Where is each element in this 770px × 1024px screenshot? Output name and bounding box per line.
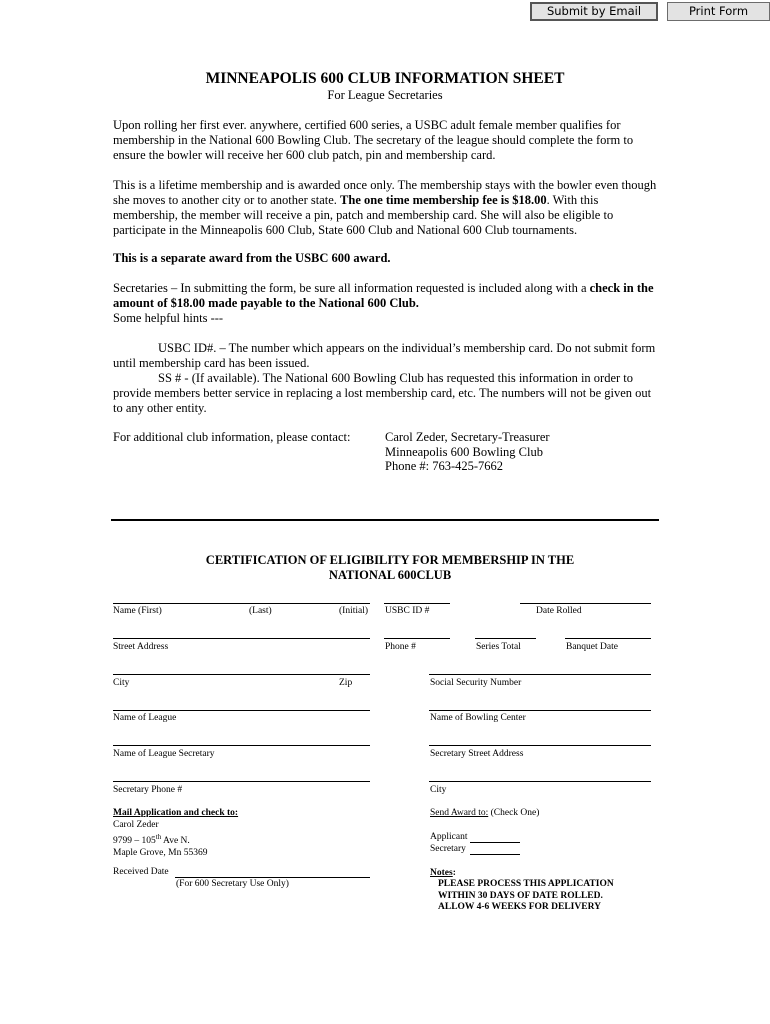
bowling-center-label: Name of Bowling Center bbox=[430, 713, 526, 723]
membership-paragraph: This is a lifetime membership and is awarded once only. The membership stays with the bowler even though she moves to another city or to another state. The one time membership fee is $18.00. With this membership, the member will receive a pin, patch and membership card. She will also be eligible to participate in the Minneapolis 600 Club, State 600 Club and National 600 Club tournaments. bbox=[113, 178, 657, 237]
received-date-label: Received Date bbox=[113, 867, 169, 877]
section-divider bbox=[111, 519, 659, 521]
applicant-checkbox-field[interactable] bbox=[470, 842, 520, 843]
zip-label: Zip bbox=[339, 678, 353, 688]
secretary-phone-field[interactable] bbox=[113, 781, 370, 782]
date-rolled-field[interactable] bbox=[520, 603, 651, 604]
name-initial-label: (Initial) bbox=[339, 606, 369, 616]
mail-street: 9799 – 105th Ave N. bbox=[113, 833, 190, 847]
send-award-block bbox=[430, 807, 539, 819]
banquet-date-label: Banquet Date bbox=[566, 642, 618, 652]
usbc-id-field[interactable] bbox=[384, 603, 450, 604]
secretary-label: Secretary bbox=[430, 844, 466, 854]
league-name-field[interactable] bbox=[113, 710, 370, 711]
date-rolled-label: Date Rolled bbox=[536, 606, 582, 616]
series-total-label: Series Total bbox=[476, 642, 521, 652]
send-award-label: Send Award to: bbox=[430, 808, 489, 818]
submit-by-email-button[interactable]: Submit by Email bbox=[530, 2, 658, 21]
street-address-label: Street Address bbox=[113, 642, 169, 652]
secretary-phone-label: Secretary Phone # bbox=[113, 785, 183, 795]
check-one-label: (Check One) bbox=[488, 808, 540, 818]
secretary-street-field[interactable] bbox=[429, 745, 651, 746]
contact-phone: Phone #: 763-425-7662 bbox=[385, 459, 504, 473]
intro-paragraph: Upon rolling her first ever. anywhere, certified 600 series, a USBC adult female member qualifies for membership in the National 600 Bowling Club. The secretary of the league should complete the form to ensure the bowler will receive her 600 club patch, pin and membership card. bbox=[113, 118, 634, 162]
ssn-label: Social Security Number bbox=[430, 678, 522, 688]
notes-line-2: WITHIN 30 DAYS OF DATE ROLLED. bbox=[438, 890, 603, 901]
city-label: City bbox=[113, 678, 130, 688]
name-first-label: Name (First) bbox=[113, 606, 162, 616]
ssn-field[interactable] bbox=[429, 674, 651, 675]
name-last-label: (Last) bbox=[249, 606, 272, 616]
separate-award-note: This is a separate award from the USBC 600 award. bbox=[113, 251, 391, 265]
secretary-street-label: Secretary Street Address bbox=[430, 749, 524, 759]
notes-line-1: PLEASE PROCESS THIS APPLICATION bbox=[438, 879, 614, 889]
series-total-field[interactable] bbox=[475, 638, 536, 639]
mail-name: Carol Zeder bbox=[113, 820, 159, 830]
banquet-date-field[interactable] bbox=[565, 638, 651, 639]
secretary-city-label: City bbox=[430, 785, 447, 795]
page-title: MINNEAPOLIS 600 CLUB INFORMATION SHEET bbox=[205, 70, 565, 87]
contact-org: Minneapolis 600 Bowling Club bbox=[385, 444, 543, 459]
received-date-field[interactable] bbox=[175, 877, 370, 878]
league-secretary-field[interactable] bbox=[113, 745, 370, 746]
mail-heading: Mail Application and check to: bbox=[113, 808, 239, 818]
ss-hint: SS # - (If available). The National 600 Bowling Club has requested this information in order to provide members better service in replacing a lost membership card, etc. The numbers will not be given out to any other entity. bbox=[113, 371, 652, 415]
street-address-field[interactable] bbox=[113, 638, 370, 639]
secretaries-paragraph: Secretaries – In submitting the form, be sure all information requested is included along with a check in the amount of $18.00 made payable to the National 600 Club. Some helpful hints --- bbox=[113, 281, 654, 325]
secretary-checkbox-field[interactable] bbox=[470, 854, 520, 855]
applicant-label: Applicant bbox=[430, 832, 468, 842]
notes-label: Notes bbox=[430, 868, 453, 878]
office-use-note: (For 600 Secretary Use Only) bbox=[176, 879, 289, 889]
usbc-id-label: USBC ID # bbox=[385, 606, 430, 616]
phone-label: Phone # bbox=[385, 642, 416, 652]
certification-title: CERTIFICATION OF ELIGIBILITY FOR MEMBERSHIP IN THE NATIONAL 600CLUB bbox=[205, 553, 575, 582]
contact-block bbox=[385, 430, 550, 474]
print-form-button[interactable]: Print Form bbox=[667, 2, 770, 21]
league-name-label: Name of League bbox=[113, 713, 177, 723]
usbc-id-hint: USBC ID#. – The number which appears on the individual’s membership card. Do not submit form until membership card has been issued. bbox=[113, 341, 656, 370]
notes-block: Notes: PLEASE PROCESS THIS APPLICATION WITHIN 30 DAYS OF DATE ROLLED. ALLOW 4-6 WEEKS FOR DELIVERY bbox=[430, 868, 614, 912]
bowling-center-field[interactable] bbox=[429, 710, 651, 711]
notes-line-3: ALLOW 4-6 WEEKS FOR DELIVERY bbox=[438, 902, 601, 912]
mail-address-block bbox=[113, 807, 238, 859]
mail-city: Maple Grove, Mn 55369 bbox=[113, 848, 208, 859]
phone-field[interactable] bbox=[384, 638, 450, 639]
contact-prompt: For additional club information, please contact: bbox=[113, 430, 351, 444]
league-secretary-label: Name of League Secretary bbox=[113, 749, 215, 759]
contact-name: Carol Zeder, Secretary-Treasurer bbox=[385, 430, 550, 444]
city-field[interactable] bbox=[113, 674, 370, 675]
page-subtitle: For League Secretaries bbox=[327, 88, 443, 102]
secretary-city-field[interactable] bbox=[429, 781, 651, 782]
name-field[interactable] bbox=[113, 603, 370, 604]
